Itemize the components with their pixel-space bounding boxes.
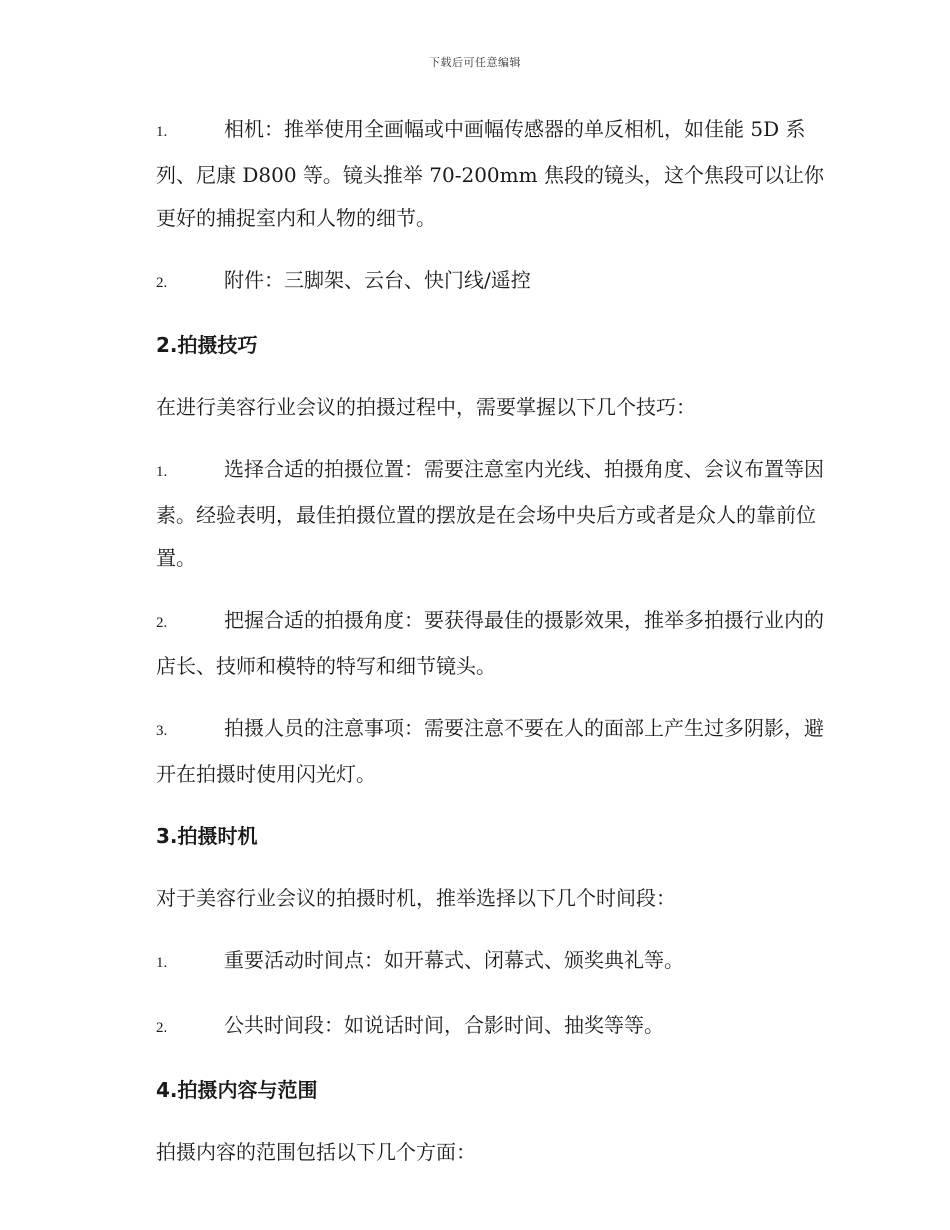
list-number: 1. (156, 464, 168, 480)
list-item (112, 707, 838, 796)
list-item (112, 259, 838, 305)
list-text: 相机：推举使用全画幅或中画幅传感器的单反相机，如佳能 5D 系列、尼康 D800 等。镜头推举 70-200mm 焦段的镜头，这个焦段可以让你更好的捕捉室内和人物的细节。 (156, 117, 824, 230)
list-number: 1. (156, 124, 168, 140)
list-text: 附件：三脚架、云台、快门线/遥控 (224, 268, 531, 292)
list-number: 2. (156, 1020, 168, 1036)
page-header: 下载后可任意编辑 (429, 56, 521, 69)
list-number: 2. (156, 615, 168, 631)
list-item (112, 448, 838, 580)
section-intro: 拍摄内容的范围包括以下几个方面： (156, 1140, 476, 1164)
list-text: 选择合适的拍摄位置：需要注意室内光线、拍摄角度、会议布置等因素。经验表明，最佳拍摄位置的摆放是在会场中央后方或者是众人的靠前位置。 (156, 457, 824, 570)
list-item (112, 1004, 838, 1050)
section-intro: 对于美容行业会议的拍摄时机，推举选择以下几个时间段： (156, 886, 676, 910)
list-item (112, 599, 838, 688)
list-number: 2. (156, 275, 168, 291)
list-text: 拍摄人员的注意事项：需要注意不要在人的面部上产生过多阴影，避开在拍摄时使用闪光灯。 (156, 716, 824, 786)
document-body (112, 108, 838, 1193)
list-text: 公共时间段：如说话时间，合影时间、抽奖等等。 (224, 1013, 664, 1037)
list-number: 3. (156, 723, 168, 739)
list-number: 1. (156, 955, 168, 971)
section-heading: 2.拍摄技巧 (156, 333, 258, 357)
section-intro: 在进行美容行业会议的拍摄过程中，需要掌握以下几个技巧： (156, 395, 696, 419)
list-item (112, 939, 838, 985)
section-heading: 4.拍摄内容与范围 (156, 1078, 318, 1102)
list-text: 重要活动时间点：如开幕式、闭幕式、颁奖典礼等。 (224, 948, 684, 972)
list-text: 把握合适的拍摄角度：要获得最佳的摄影效果，推举多拍摄行业内的店长、技师和模特的特写和细节镜头。 (156, 608, 824, 678)
section-heading: 3.拍摄时机 (156, 824, 258, 848)
list-item (112, 108, 838, 240)
